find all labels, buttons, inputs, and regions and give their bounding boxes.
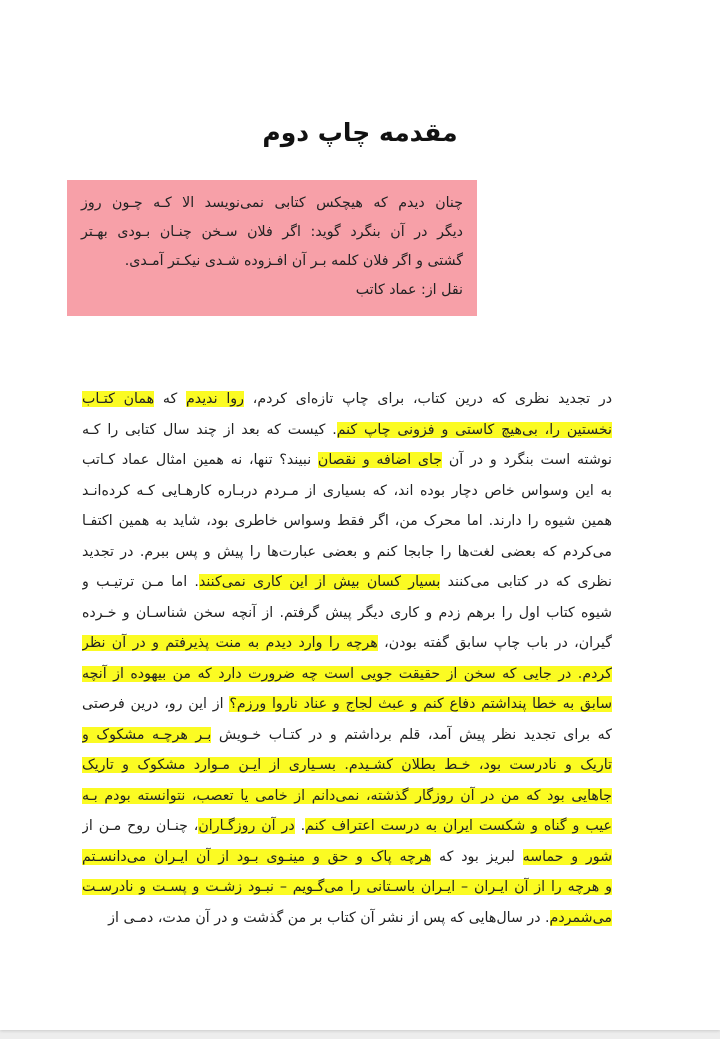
highlighted-text: جای اضافه و نقصان: [317, 452, 443, 468]
body-line: [82, 842, 612, 873]
body-text-segment: . کیست که بعد از چند سال کتابی را کـه: [82, 421, 337, 438]
body-text-segment: گیران، در باب چاپ سابق گفته بودن،: [377, 635, 612, 651]
body-text-segment: به این وسواس خاص دچار بوده اند، که بسیاری از مـردم دربـاره کارهـایی کـه کرده‌انـد: [82, 482, 612, 499]
highlighted-text: روا ندیدم: [185, 391, 244, 407]
highlighted-text: می‌شمردم: [549, 909, 612, 926]
highlighted-text: همان کتـاب: [82, 391, 155, 407]
body-text-segment: از این رو، درین فرصتی: [82, 696, 230, 712]
body-line: [82, 628, 612, 659]
body-text-segment: . در سال‌هایی که پس از نشر آن کتاب بر من گذشت و در آن مدت، دمـی از: [108, 909, 550, 926]
highlighted-text: بسیار کسان بیش از این کاری نمی‌کنند: [198, 574, 441, 590]
highlighted-text: نخستین را، بی‌هیچ کاستی و فزونی چاپ کنم: [336, 421, 612, 438]
body-line: [82, 689, 612, 720]
body-line: [82, 872, 612, 903]
quote-line: چنان دیدم که هیچکس کتابی نمی‌نویسد الا کـه چـون روز: [81, 195, 463, 211]
body-text-segment: که: [154, 391, 186, 407]
body-text-segment: در تجدید نظری که درین کتاب، برای چاپ تازه‌ای کردم،: [243, 391, 612, 407]
body-text-segment: . اما مـن ترتیـب و: [82, 574, 199, 590]
highlighted-text: در آن روزگـاران: [198, 818, 295, 834]
body-text: [82, 384, 612, 933]
body-text-segment: نوشته است بنگرد و در آن: [442, 452, 612, 468]
body-text-segment: لبریز بود که: [431, 848, 523, 865]
body-line: [82, 598, 612, 629]
body-text-segment: نبیند؟ تنها، نه همین امثال عماد کـاتب: [82, 452, 318, 468]
body-text-segment: همین شیوه را دارند. اما محرک من، اگر فقط وسواس خاطری بود، شاید به همین اکتفـا: [82, 513, 612, 529]
body-text-segment: می‌کردم که بعضی لغت‌ها را جابجا کنم و بعضی عبارت‌ها را پیش و پس ببرم. در تجدید: [82, 543, 612, 560]
highlighted-text: هرچه را وارد دیدم به منت پذیرفتم و در آن نظر: [82, 635, 378, 651]
highlighted-text: سابق به خطا پنداشتم دفاع کنم و عبث لجاج و عناد ناروا ورزم؟: [229, 696, 612, 712]
body-line: [82, 750, 612, 781]
body-line: [82, 720, 612, 751]
body-text-segment: نظری که در کتابی می‌کنند: [440, 574, 612, 590]
body-line: [82, 567, 612, 598]
body-text-segment: شیوه کتاب اول را برهم زدم و کاری دیگر پیش گرفتم. از آنچه سخن شناسـان و خـرده: [82, 604, 612, 621]
body-line: [82, 811, 612, 842]
body-line: [82, 415, 612, 446]
body-line: [82, 903, 612, 934]
body-text-segment: ، چنـان روح مـن از: [82, 818, 199, 834]
body-text-segment: .: [294, 818, 306, 834]
body-line: [82, 506, 612, 537]
body-line: [82, 537, 612, 568]
quote-line: گشتی و اگر فلان کلمه بـر آن افـزوده شـدی نیکـتر آمـدی.: [124, 253, 463, 269]
body-line: [82, 781, 612, 812]
highlighted-text: بـر هرچـه مشکوک و: [82, 726, 212, 743]
body-line: [82, 659, 612, 690]
highlighted-text: و هرچه را از آن ایـران – ایـران باسـتانی را می‌گـویم – نبـود زشـت و پسـت و نادرسـت: [82, 879, 612, 895]
highlighted-text: هرچه پاک و حق و مینـوی بـود از آن ایـران می‌دانسـتم: [82, 848, 432, 865]
highlighted-text: کردم. در جایی که سخن از حقیقت جویی است چه ضرورت دارد که من بیهوده از آنچه: [82, 665, 612, 682]
body-line: [82, 476, 612, 507]
quote-line: دیگر در آن بنگرد گوید: اگر فلان سـخن چنـان بـودی بهـتر: [81, 224, 463, 240]
body-line: [82, 445, 612, 476]
body-line: [82, 384, 612, 415]
body-text-segment: که برای تجدید نظر پیش آمد، قلم برداشتم و در کتـاب خـویش: [211, 726, 612, 743]
epigraph-quote-box: [67, 180, 477, 316]
highlighted-text: جاهایی بود که من در آن روزگار گذشته، نمی‌دانم از خامی یا تعصب، نتوانسته بودم بـه: [82, 787, 612, 804]
highlighted-text: شور و حماسه: [522, 848, 612, 865]
highlighted-text: عیب و گناه و شکست ایران به درست اعتراف کنم: [305, 818, 612, 834]
page-title: مقدمه چاپ دوم: [262, 118, 458, 147]
highlighted-text: تاریک و نادرست بود، خـط بطلان کشـیدم. بسـیاری از ایـن مـوارد مشکوک و تاریک: [82, 757, 612, 773]
quote-attribution: نقل از: عماد کاتب: [355, 282, 463, 298]
